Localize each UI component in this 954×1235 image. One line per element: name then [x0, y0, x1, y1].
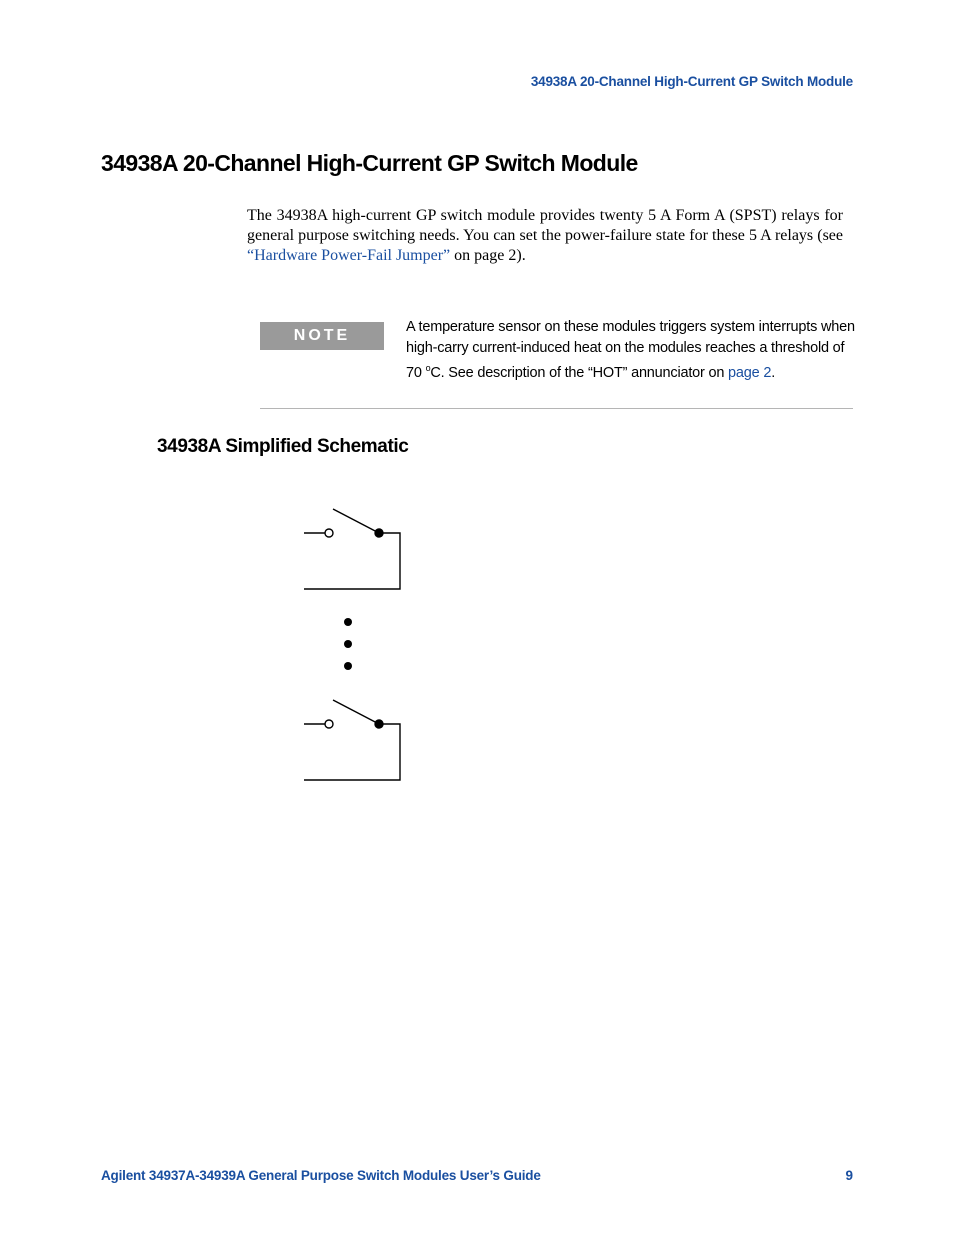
spst-relay-schematic-icon — [290, 490, 420, 790]
note-divider — [260, 408, 853, 409]
subsection-title: 34938A Simplified Schematic — [157, 436, 409, 457]
note-label: NOTE — [260, 322, 384, 350]
page-2-link[interactable]: page 2 — [728, 364, 772, 381]
running-header: 34938A 20-Channel High-Current GP Switch Module — [530, 74, 853, 89]
hardware-power-fail-jumper-link[interactable]: “Hardware Power-Fail Jumper” — [247, 247, 451, 264]
note-text-end: . — [771, 364, 776, 381]
intro-text: The 34938A high-current GP switch module provides twenty 5 A Form A (SPST) relays for general purpose switching needs. You can set the power-failure state for these 5 A relays (see — [247, 207, 843, 244]
footer-guide-title: Agilent 34937A-34939A General Purpose Switch Modules User’s Guide — [101, 1168, 541, 1183]
relay-switch-bottom — [304, 700, 400, 780]
degree-superscript: o — [425, 363, 431, 373]
note-text-part2: C. See description of the “HOT” annunciator on — [430, 364, 729, 381]
relay-switch-top — [304, 509, 400, 589]
note-text-part1: A temperature sensor on these modules triggers system interrupts when high-carry current-induced heat on the modules reaches a threshold of 70 — [406, 319, 855, 381]
intro-text-end: on page 2). — [450, 247, 526, 264]
note-text — [406, 317, 856, 383]
ellipsis-dots — [344, 618, 352, 670]
intro-paragraph — [247, 206, 843, 266]
footer-page-number: 9 — [845, 1168, 853, 1183]
section-title: 34938A 20-Channel High-Current GP Switch Module — [101, 150, 638, 176]
